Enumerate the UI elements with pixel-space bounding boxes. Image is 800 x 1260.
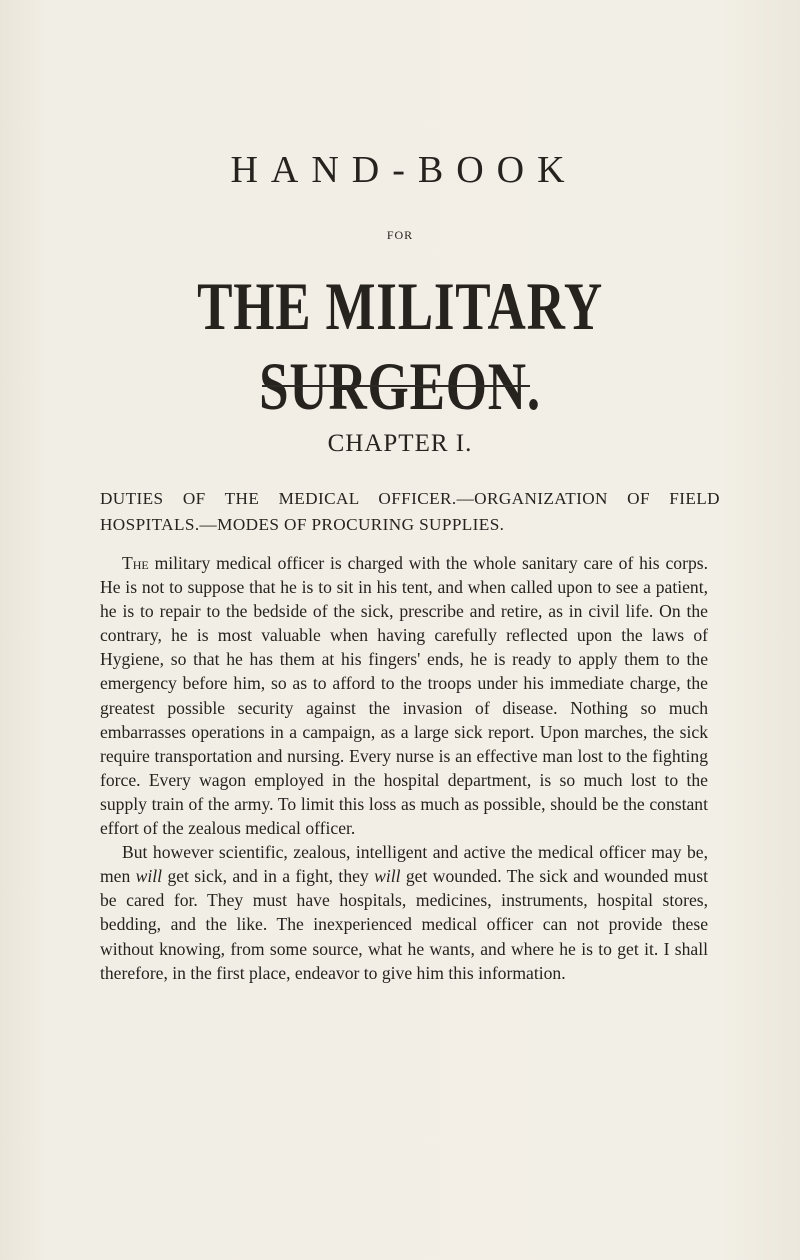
book-subject-title: THE MILITARY SURGEON. <box>197 268 603 424</box>
book-title: HAND-BOOK <box>230 149 578 191</box>
chapter-heading: CHAPTER I. <box>327 430 473 457</box>
paragraph-2-text-b: get sick, and in a fight, they <box>162 866 375 887</box>
chapter-summary: DUTIES OF THE MEDICAL OFFICER.—ORGANIZATION OF FIELD HOSPITALS.—MODES OF PROCURING SUPPLIES. <box>100 489 720 534</box>
emphasis-will: will <box>135 866 163 887</box>
paragraph-lead-word: The <box>122 553 149 573</box>
paragraph-2-text-c: get wounded. The sick and wounded must be cared for. They must have hospitals, medicines, instruments, hospital stores, bedding, and the like. The inexperienced medical officer can not provide these without knowing, from some source, what he wants, and where he is to get it. I shall therefore, in the first place, endeavor to give him this information. <box>100 866 708 983</box>
paragraph-2-text-a: But however scientific, zealous, intelligent and active the medical officer may be, men <box>100 842 708 887</box>
paragraph-1-text: military medical officer is charged with the whole sanitary care of his corps. He is not to suppose that he is to sit in his tent, and when called upon to see a patient, he is to repair to the bedside of the sick, prescribe and retire, as in civil life. On the contrary, he is most valuable when having carefully reflected upon the laws of Hygiene, so that he has them at his fingers' ends, he is ready to apply them to the emergency before him, so as to afford to the troops under his immediate charge, the greatest possible security against the invasion of disease. Nothing so much embarrasses operations in a campaign, as a large sick report. Upon marches, the sick require transportation and nursing. Every nurse is an effective man lost to the fighting force. Every wagon employed in the hospital department, is so much lost to the supply train of the army. To limit this loss as much as possible, should be the constant effort of the zealous medical officer. <box>100 553 708 839</box>
paragraph-2 <box>100 840 708 985</box>
for-label: FOR <box>386 228 414 242</box>
chapter-body <box>100 551 708 985</box>
emphasis-will: will <box>374 866 401 887</box>
title-divider <box>262 385 530 387</box>
paragraph-1 <box>100 551 708 840</box>
